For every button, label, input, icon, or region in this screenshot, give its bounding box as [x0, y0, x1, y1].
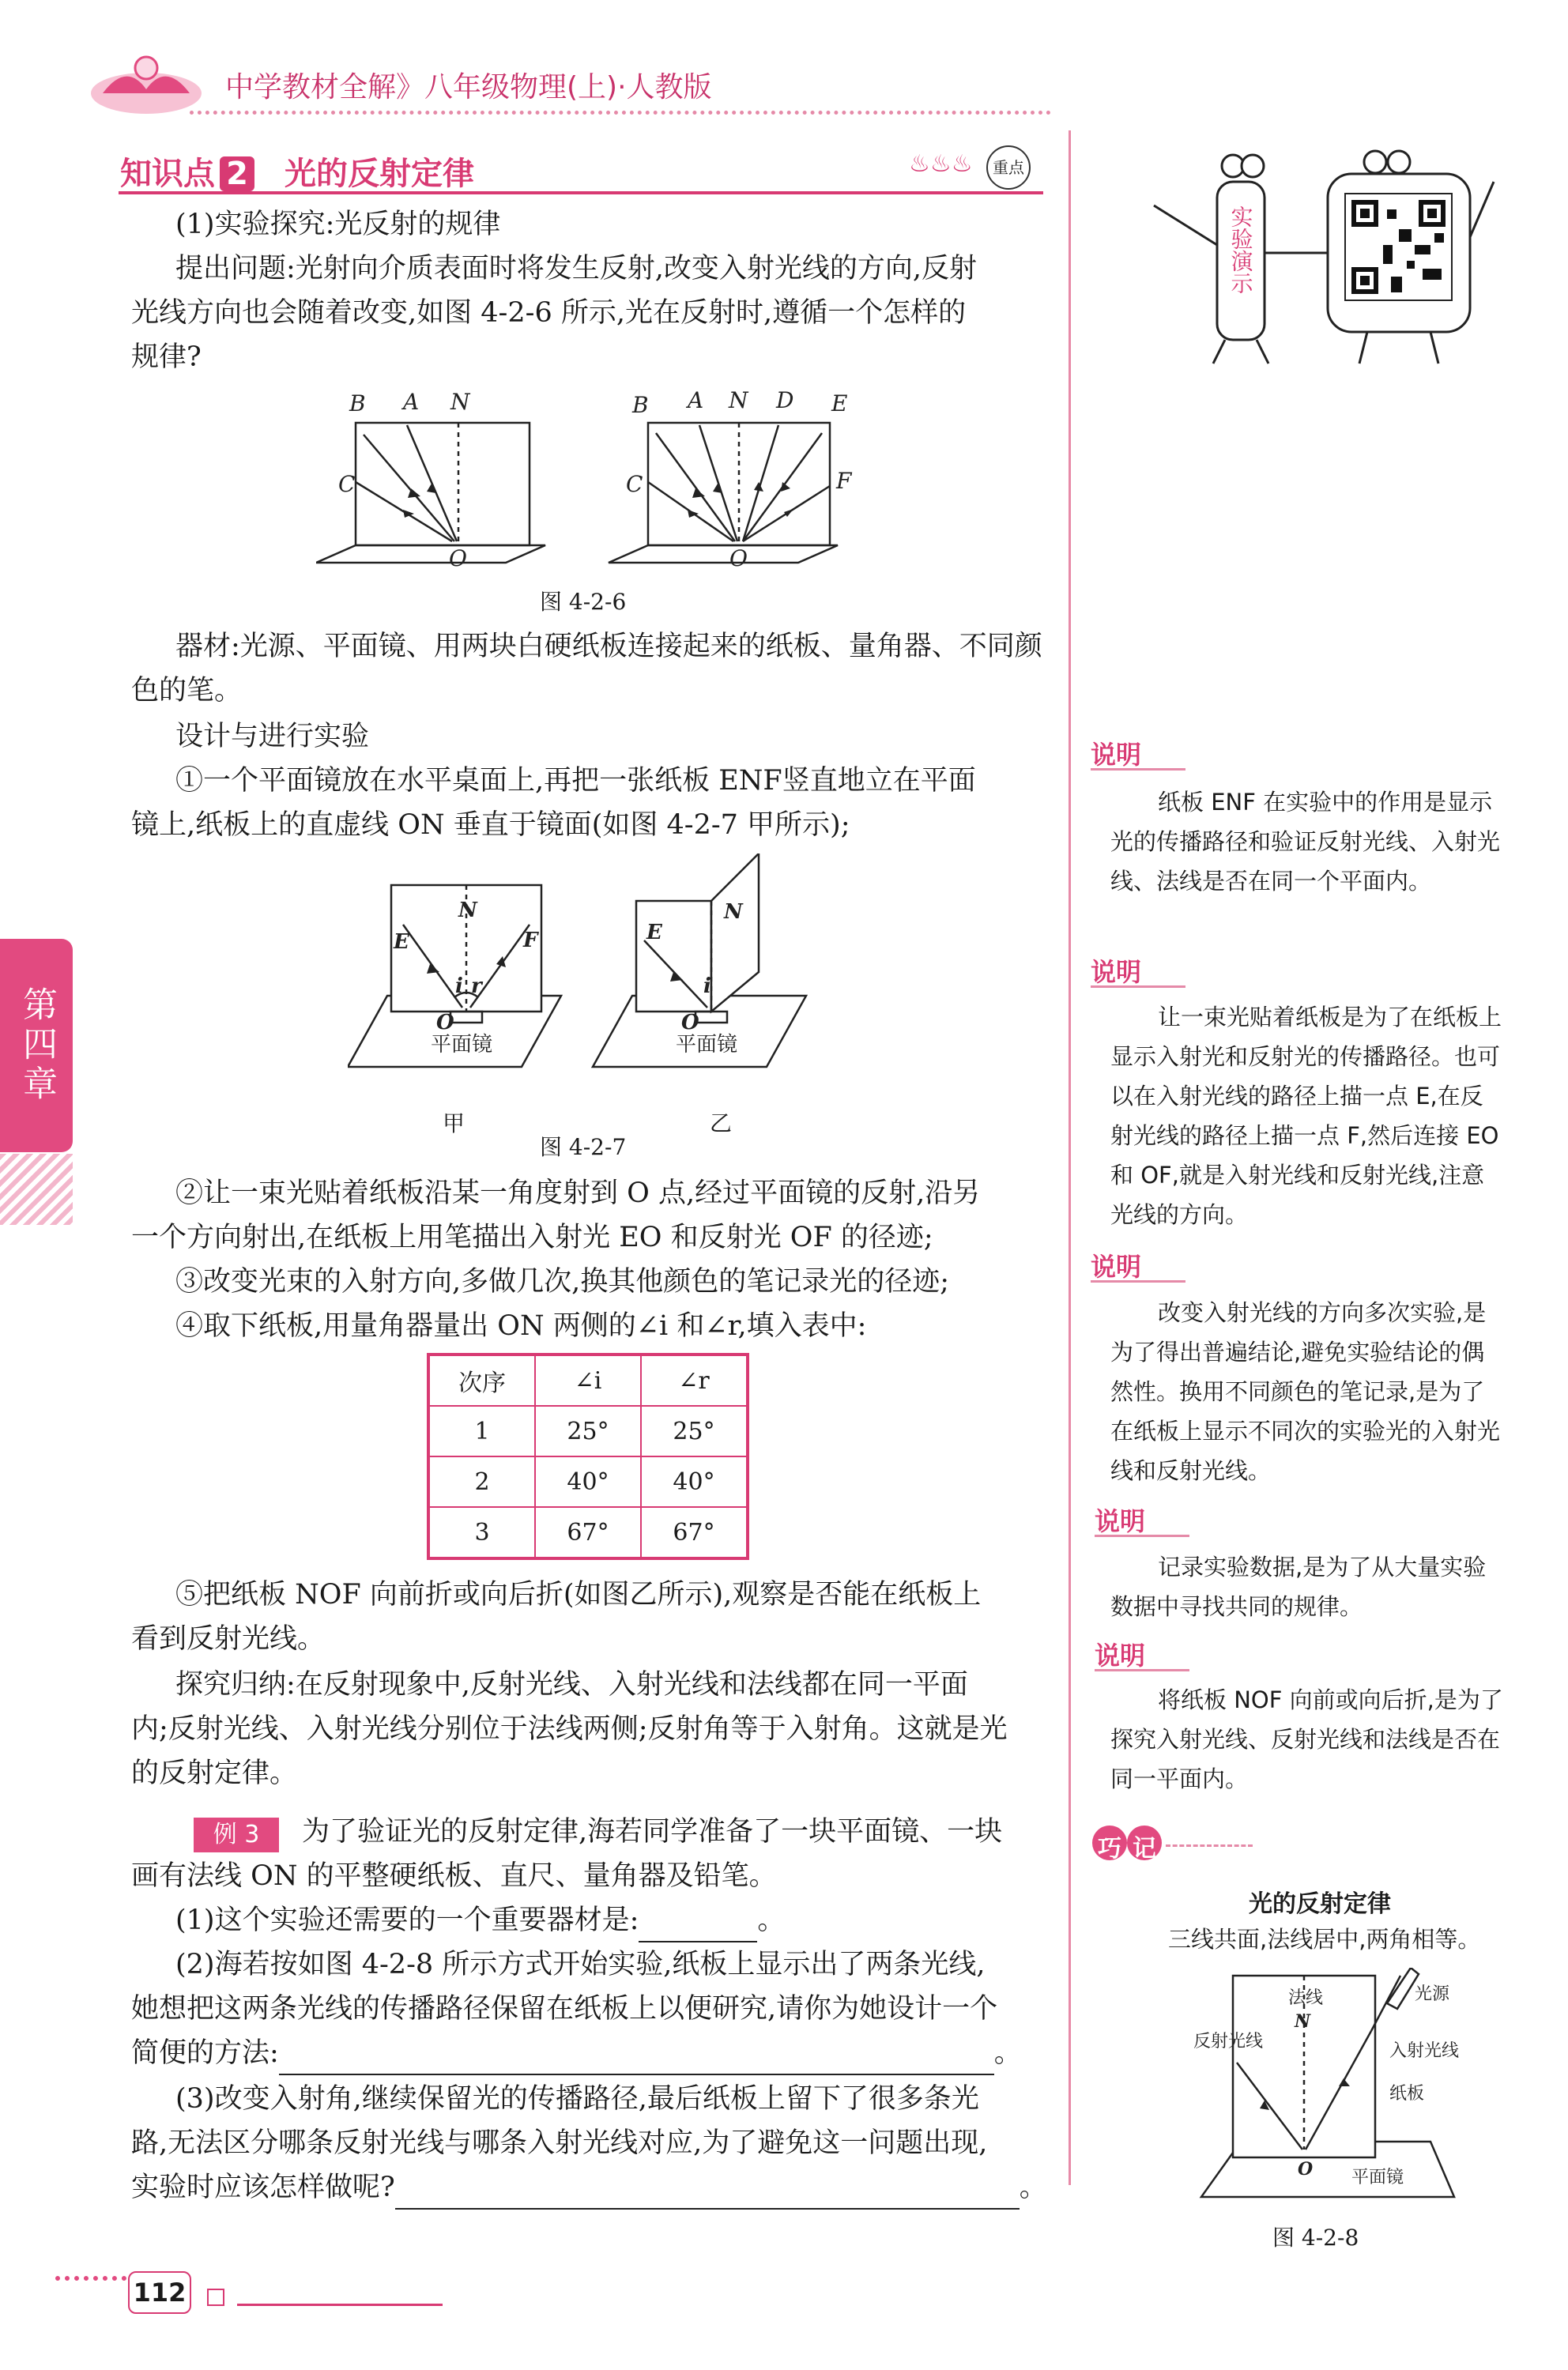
- body-p2-line3: 规律?: [131, 341, 202, 373]
- figure-4-2-6: [316, 387, 869, 577]
- example-q2-line3: 简便的方法: 。: [131, 2031, 1022, 2075]
- knowledge-point-title: 光的反射定律: [285, 156, 474, 192]
- fig7-label-f: F: [523, 929, 538, 952]
- figure-4-2-7-jia: 甲: [443, 1110, 466, 1136]
- note-tag-underline-5: [1095, 1669, 1189, 1671]
- qr-demo-label: 实验演示: [1227, 205, 1254, 294]
- figure-4-2-8: [1193, 1968, 1494, 2205]
- body-p2-line2: 光线方向也会随着改变,如图 4-2-6 所示,光在反射时,遵循一个怎样的: [131, 297, 967, 329]
- example-badge: 例 3: [194, 1818, 279, 1852]
- note-2-line3: 以在入射光线的路径上描一点 E,在反: [1110, 1083, 1483, 1110]
- figure-4-2-7-yi: 乙: [710, 1110, 733, 1136]
- label-f: F: [836, 468, 852, 494]
- qiaoji-badge-2: 记: [1133, 1835, 1156, 1863]
- fig7-label-o: O: [436, 1011, 454, 1034]
- table-header-cell: ∠r: [641, 1355, 748, 1406]
- figure-4-2-7-caption: 图 4-2-7: [540, 1134, 627, 1160]
- body-p10-line1: 探究归纳:在反射现象中,反射光线、入射光线和法线都在同一平面: [175, 1669, 968, 1701]
- table-cell: 67°: [641, 1507, 748, 1558]
- body-p3-line2: 色的笔。: [131, 675, 243, 706]
- qr-demo-illustration[interactable]: [1138, 134, 1502, 371]
- qiaoji-badge-1: 巧: [1098, 1835, 1121, 1863]
- example-q3-line3: 实验时应该怎样做呢? 。: [131, 2165, 1047, 2210]
- table-row: [428, 1507, 748, 1558]
- knowledge-point-number: 2: [220, 156, 254, 191]
- example-q2-line1: (2)海若按如图 4-2-8 所示方式开始实验,纸板上显示出了两条光线,: [175, 1949, 986, 1980]
- label-n-right: N: [729, 387, 748, 413]
- label-a-right: A: [688, 387, 704, 413]
- body-p8: ④取下纸板,用量角器量出 ON 两侧的∠i 和∠r,填入表中:: [175, 1310, 867, 1342]
- page-number: 112: [128, 2271, 191, 2314]
- label-d: D: [776, 387, 794, 413]
- fig7-mirror-label-right: 平面镜: [676, 1033, 738, 1057]
- fig8-reflected-label: 反射光线: [1193, 2032, 1264, 2052]
- table-cell: 2: [428, 1456, 535, 1507]
- note-4-line2: 数据中寻找共同的规律。: [1110, 1593, 1363, 1620]
- table-cell: 3: [428, 1507, 535, 1558]
- body-p9-line1: ⑤把纸板 NOF 向前折或向后折(如图乙所示),观察是否能在纸板上: [175, 1579, 982, 1611]
- book-logo: [87, 46, 205, 117]
- fig8-light-source-label: 光源: [1415, 1984, 1450, 2004]
- body-p2-line1: 提出问题:光射向介质表面时将发生反射,改变入射光线的方向,反射: [175, 253, 978, 284]
- fig7-label-i-right: i: [703, 974, 711, 998]
- table-cell: 40°: [535, 1456, 641, 1507]
- note-tag-underline-2: [1091, 985, 1185, 988]
- fig8-normal-label: 法线: [1288, 1988, 1324, 2008]
- note-5-line1: 将纸板 NOF 向前或向后折,是为了: [1158, 1686, 1503, 1713]
- note-tag-1: 说明: [1091, 740, 1142, 770]
- body-p4: 设计与进行实验: [175, 721, 370, 752]
- body-p5-line2: 镜上,纸板上的直虚线 ON 垂直于镜面(如图 4-2-7 甲所示);: [131, 809, 850, 841]
- note-2-line1: 让一束光贴着纸板是为了在纸板上: [1158, 1004, 1502, 1031]
- answer-blank-q2[interactable]: [279, 2042, 994, 2075]
- body-p9-line2: 看到反射光线。: [131, 1623, 326, 1655]
- example-line2: 画有法线 ON 的平整硬纸板、直尺、量角器及铅笔。: [131, 1860, 777, 1892]
- chapter-tab[interactable]: 第四章: [0, 939, 73, 1152]
- key-badge: 重点: [986, 145, 1031, 190]
- label-c-right: C: [626, 471, 643, 497]
- table-cell: 40°: [641, 1456, 748, 1507]
- qiaoji-underline: [1166, 1844, 1253, 1847]
- table-cell: 25°: [535, 1406, 641, 1456]
- fig7-label-i: i: [455, 974, 463, 998]
- label-e: E: [831, 390, 848, 416]
- note-tag-3: 说明: [1091, 1252, 1142, 1282]
- example-q3-line1: (3)改变入射角,继续保留光的传播路径,最后纸板上留下了很多条光: [175, 2083, 979, 2115]
- fig8-o-label: O: [1298, 2159, 1314, 2180]
- table-row: [428, 1406, 748, 1456]
- fig7-label-e: E: [394, 930, 409, 954]
- note-3-line3: 然性。换用不同颜色的笔记录,是为了: [1110, 1378, 1485, 1405]
- answer-blank-q1[interactable]: [639, 1909, 757, 1942]
- note-tag-2: 说明: [1091, 957, 1142, 987]
- note-2-line2: 显示入射光和反射光的传播路径。也可: [1110, 1043, 1501, 1070]
- footer-square-icon: [207, 2289, 224, 2306]
- qiaoji-subtitle: 三线共面,法线居中,两角相等。: [1168, 1926, 1481, 1953]
- footer-dots: [55, 2276, 126, 2289]
- answer-blank-q3[interactable]: [395, 2176, 1020, 2210]
- fig8-board-label: 纸板: [1389, 2084, 1425, 2104]
- figure-4-2-6-caption: 图 4-2-6: [540, 589, 627, 615]
- example-q1: (1)这个实验还需要的一个重要器材是: 。: [175, 1898, 785, 1942]
- body-p1: (1)实验探究:光反射的规律: [175, 209, 501, 240]
- table-cell: 67°: [535, 1507, 641, 1558]
- note-2-line4: 射光线的路径上描一点 F,然后连接 EO: [1110, 1122, 1499, 1149]
- note-1-line3: 线、法线是否在同一个平面内。: [1110, 868, 1432, 895]
- footer-line: [237, 2304, 443, 2306]
- knowledge-point-underline: [119, 191, 1043, 194]
- note-1-line2: 光的传播路径和验证反射光线、入射光: [1110, 828, 1501, 855]
- note-5-line3: 同一平面内。: [1110, 1765, 1249, 1792]
- body-p10-line2: 内;反射光线、入射光线分别位于法线两侧;反射角等于入射角。这就是光: [131, 1713, 1008, 1745]
- note-2-line5: 和 OF,就是入射光线和反射光线,注意: [1110, 1162, 1485, 1189]
- note-tag-5: 说明: [1095, 1641, 1146, 1671]
- label-b-right: B: [632, 392, 649, 418]
- fig7-label-n: N: [458, 899, 477, 922]
- fig7-mirror-label: 平面镜: [431, 1033, 493, 1057]
- note-4-line1: 记录实验数据,是为了从大量实验: [1158, 1554, 1487, 1581]
- fig8-mirror-label: 平面镜: [1351, 2168, 1404, 2187]
- column-divider: [1069, 130, 1071, 2185]
- note-2-line6: 光线的方向。: [1110, 1201, 1249, 1228]
- table-header-cell: ∠i: [535, 1355, 641, 1406]
- figure-4-2-7: [348, 853, 846, 1091]
- angle-table: [427, 1353, 749, 1560]
- table-cell: 1: [428, 1406, 535, 1456]
- fig8-incident-label: 入射光线: [1389, 2041, 1460, 2061]
- note-3-line2: 为了得出普遍结论,避免实验结论的偶: [1110, 1339, 1485, 1366]
- fig7-label-r: r: [471, 974, 482, 998]
- fig7-label-e-right: E: [646, 921, 662, 944]
- body-p3-line1: 器材:光源、平面镜、用两块白硬纸板连接起来的纸板、量角器、不同颜: [175, 631, 1042, 662]
- example-line1: 为了验证光的反射定律,海若同学准备了一块平面镜、一块: [302, 1816, 1003, 1848]
- label-o-right: O: [729, 545, 748, 571]
- example-q3-line2: 路,无法区分哪条反射光线与哪条入射光线对应,为了避免这一问题出现,: [131, 2127, 988, 2159]
- fig8-n-label: N: [1295, 2011, 1311, 2032]
- label-o: O: [449, 545, 467, 571]
- table-header-cell: 次序: [428, 1355, 535, 1406]
- body-p5-line1: ①一个平面镜放在水平桌面上,再把一张纸板 ENF竖直地立在平面: [175, 765, 976, 797]
- body-p6-line1: ②让一束光贴着纸板沿某一角度射到 O 点,经过平面镜的反射,沿另: [175, 1177, 981, 1209]
- importance-drops-icon: ♨♨♨: [909, 150, 973, 178]
- figure-4-2-8-caption: 图 4-2-8: [1272, 2225, 1359, 2251]
- table-cell: 25°: [641, 1406, 748, 1456]
- qiaoji-title: 光的反射定律: [1249, 1890, 1391, 1918]
- body-p6-line2: 一个方向射出,在纸板上用笔描出入射光 EO 和反射光 OF 的径迹;: [131, 1222, 933, 1253]
- note-3-line1: 改变入射光线的方向多次实验,是: [1158, 1299, 1487, 1326]
- note-3-line5: 线和反射光线。: [1110, 1457, 1272, 1484]
- label-b: B: [349, 390, 366, 416]
- header-divider: [190, 111, 1051, 115]
- table-row: [428, 1456, 748, 1507]
- knowledge-point-label: 知识点 2: [120, 149, 259, 194]
- label-n: N: [450, 389, 470, 415]
- note-tag-underline-1: [1091, 768, 1185, 771]
- note-tag-underline-4: [1095, 1535, 1189, 1537]
- book-title: 中学教材全解》八年级物理(上)·人教版: [225, 71, 712, 104]
- fig7-label-o-right: O: [681, 1011, 699, 1034]
- example-q2-line2: 她想把这两条光线的传播路径保留在纸板上以便研究,请你为她设计一个: [131, 1993, 998, 2025]
- body-p7: ③改变光束的入射方向,多做几次,换其他颜色的笔记录光的径迹;: [175, 1266, 950, 1298]
- table-header-row: [428, 1355, 748, 1406]
- label-c: C: [338, 471, 356, 497]
- label-a: A: [403, 389, 420, 415]
- chapter-tab-stripes: [0, 1154, 73, 1225]
- note-5-line2: 探究入射光线、反射光线和法线是否在: [1110, 1726, 1501, 1753]
- body-p10-line3: 的反射定律。: [131, 1758, 298, 1789]
- note-3-line4: 在纸板上显示不同次的实验光的入射光: [1110, 1418, 1501, 1445]
- note-1-line1: 纸板 ENF 在实验中的作用是显示: [1158, 789, 1493, 816]
- note-tag-4: 说明: [1095, 1506, 1146, 1536]
- note-tag-underline-3: [1091, 1280, 1185, 1283]
- fig7-label-n-right: N: [724, 900, 743, 924]
